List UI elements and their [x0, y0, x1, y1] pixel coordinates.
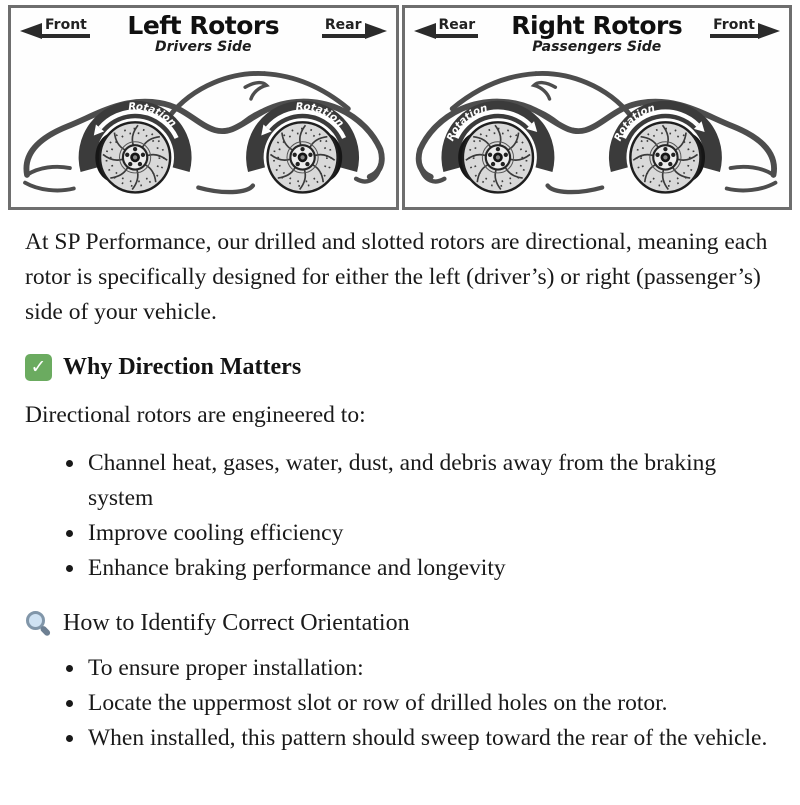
rear-direction-arrow — [322, 17, 387, 39]
panel-title: Left Rotors — [127, 11, 280, 40]
direction-label: Rear — [322, 17, 365, 38]
direction-benefits-list — [25, 446, 772, 586]
panel-subtitle: Drivers Side — [155, 39, 252, 55]
section-heading-identify-orientation — [25, 608, 772, 638]
right-car-illustration — [405, 60, 790, 208]
arrow-right-icon — [365, 23, 387, 39]
check-icon — [25, 354, 52, 381]
intro-paragraph: At SP Performance, our drilled and slotted rotors are directional, meaning each rotor is specifically designed for either the left (driver’s) or right (passenger’s) side of your vehicle. — [25, 229, 768, 325]
left-car-illustration — [11, 60, 396, 208]
arrow-left-icon — [20, 23, 42, 39]
direction-label: Rear — [436, 17, 479, 38]
right-panel-header — [405, 8, 790, 60]
arrow-right-icon — [758, 23, 780, 39]
orientation-steps-list — [25, 651, 772, 756]
article-content — [0, 210, 800, 756]
section-title: Why Direction Matters — [63, 354, 302, 380]
section-heading-why-direction-matters — [25, 352, 772, 382]
section-title: How to Identify Correct Orientation — [63, 610, 410, 636]
list-item: • Channel heat, gases, water, dust, and debris away from the braking system — [86, 446, 772, 516]
arrow-left-icon — [414, 23, 436, 39]
rotor-direction-diagram — [8, 5, 792, 210]
list-item: • To ensure proper installation: — [86, 651, 772, 686]
front-direction-arrow — [20, 17, 90, 39]
list-item: • When installed, this pattern should sweep toward the rear of the vehicle. — [86, 721, 772, 756]
rear-direction-arrow — [414, 17, 479, 39]
direction-label: Front — [710, 17, 758, 38]
panel-title: Right Rotors — [511, 11, 683, 40]
direction-label: Front — [42, 17, 90, 38]
list-item: • Locate the uppermost slot or row of drilled holes on the rotor. — [86, 686, 772, 721]
panel-subtitle: Passengers Side — [532, 39, 662, 55]
list-item: • Improve cooling efficiency — [86, 516, 772, 551]
front-direction-arrow — [710, 17, 780, 39]
magnifier-icon — [25, 610, 52, 637]
section-lead: Directional rotors are engineered to: — [25, 402, 366, 428]
left-panel-header — [11, 8, 396, 60]
list-item: • Enhance braking performance and longevity — [86, 551, 772, 586]
right-rotors-panel — [402, 5, 793, 210]
left-rotors-panel — [8, 5, 399, 210]
